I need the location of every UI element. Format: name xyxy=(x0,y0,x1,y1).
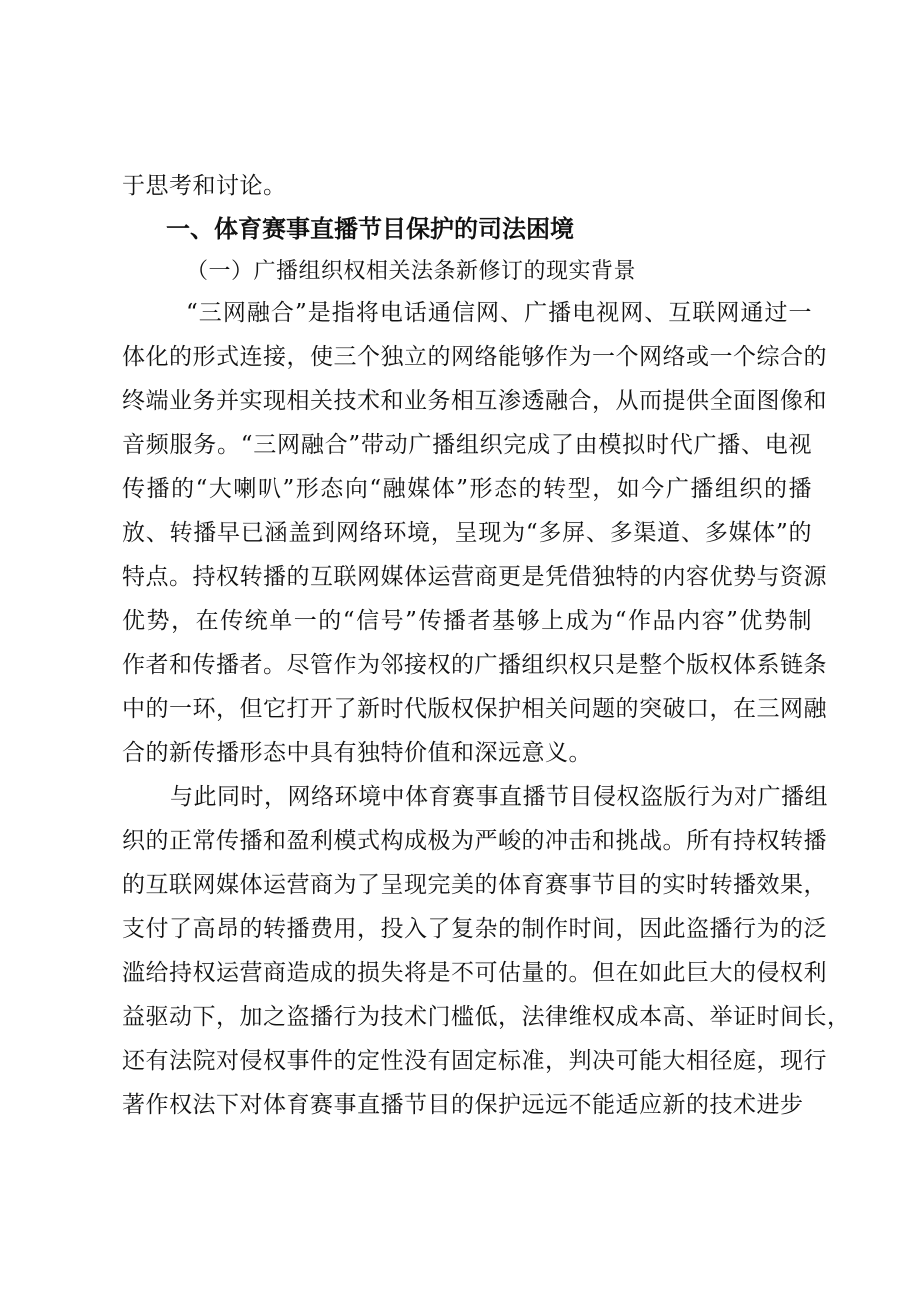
paragraph-line: 益驱动下，加之盗播行为技术门槛低，法律维权成本高、举证时间长， xyxy=(122,1004,851,1030)
paragraph-line: 著作权法下对体育赛事直播节目的保护远远不能适应新的技术进步 xyxy=(122,1092,804,1118)
paragraph-line: 支付了高昂的转播费用，投入了复杂的制作时间，因此盗播行为的泛 xyxy=(122,916,827,942)
paragraph-line: 合的新传播形态中具有独特价值和深远意义。 xyxy=(122,740,592,766)
paragraph-line: “三网融合”是指将电话通信网、广播电视网、互联网通过一 xyxy=(186,300,812,326)
section-heading: 一、体育赛事直播节目保护的司法困境 xyxy=(166,215,574,243)
paragraph-line: 还有法院对侵权事件的定性没有固定标准，判决可能大相径庭，现行 xyxy=(122,1048,827,1074)
subsection-heading: （一）广播组织权相关法条新修订的现实背景 xyxy=(186,259,637,284)
paragraph-line: 音频服务。“三网融合”带动广播组织完成了由模拟时代广播、电视 xyxy=(122,432,812,458)
paragraph-line: 的互联网媒体运营商为了呈现完美的体育赛事节目的实时转播效果， xyxy=(122,872,827,898)
paragraph-line: 作者和传播者。尽管作为邻接权的广播组织权只是整个版权体系链条 xyxy=(122,652,827,678)
paragraph-line: 优势，在传统单一的“信号”传播者基够上成为“作品内容”优势制 xyxy=(122,608,812,634)
paragraph-line: 与此同时，网络环境中体育赛事直播节目侵权盗版行为对广播组 xyxy=(170,784,828,810)
carry-over-line: 于思考和讨论。 xyxy=(122,173,287,199)
paragraph-line: 终端业务并实现相关技术和业务相互渗透融合，从而提供全面图像和 xyxy=(122,388,827,414)
paragraph-line: 中的一环，但它打开了新时代版权保护相关问题的突破口，在三网融 xyxy=(122,696,827,722)
paragraph-line: 织的正常传播和盈利模式构成极为严峻的冲击和挑战。所有持权转播 xyxy=(122,828,827,854)
paragraph-line: 体化的形式连接，使三个独立的网络能够作为一个网络或一个综合的 xyxy=(122,344,827,370)
paragraph-line: 滥给持权运营商造成的损失将是不可估量的。但在如此巨大的侵权利 xyxy=(122,960,827,986)
paragraph-line: 传播的“大喇叭”形态向“融媒体”形态的转型，如今广播组织的播 xyxy=(122,476,812,502)
paragraph-line: 特点。持权转播的互联网媒体运营商更是凭借独特的内容优势与资源 xyxy=(122,564,827,590)
paragraph-line: 放、转播早已涵盖到网络环境，呈现为“多屏、多渠道、多媒体”的 xyxy=(122,520,812,546)
